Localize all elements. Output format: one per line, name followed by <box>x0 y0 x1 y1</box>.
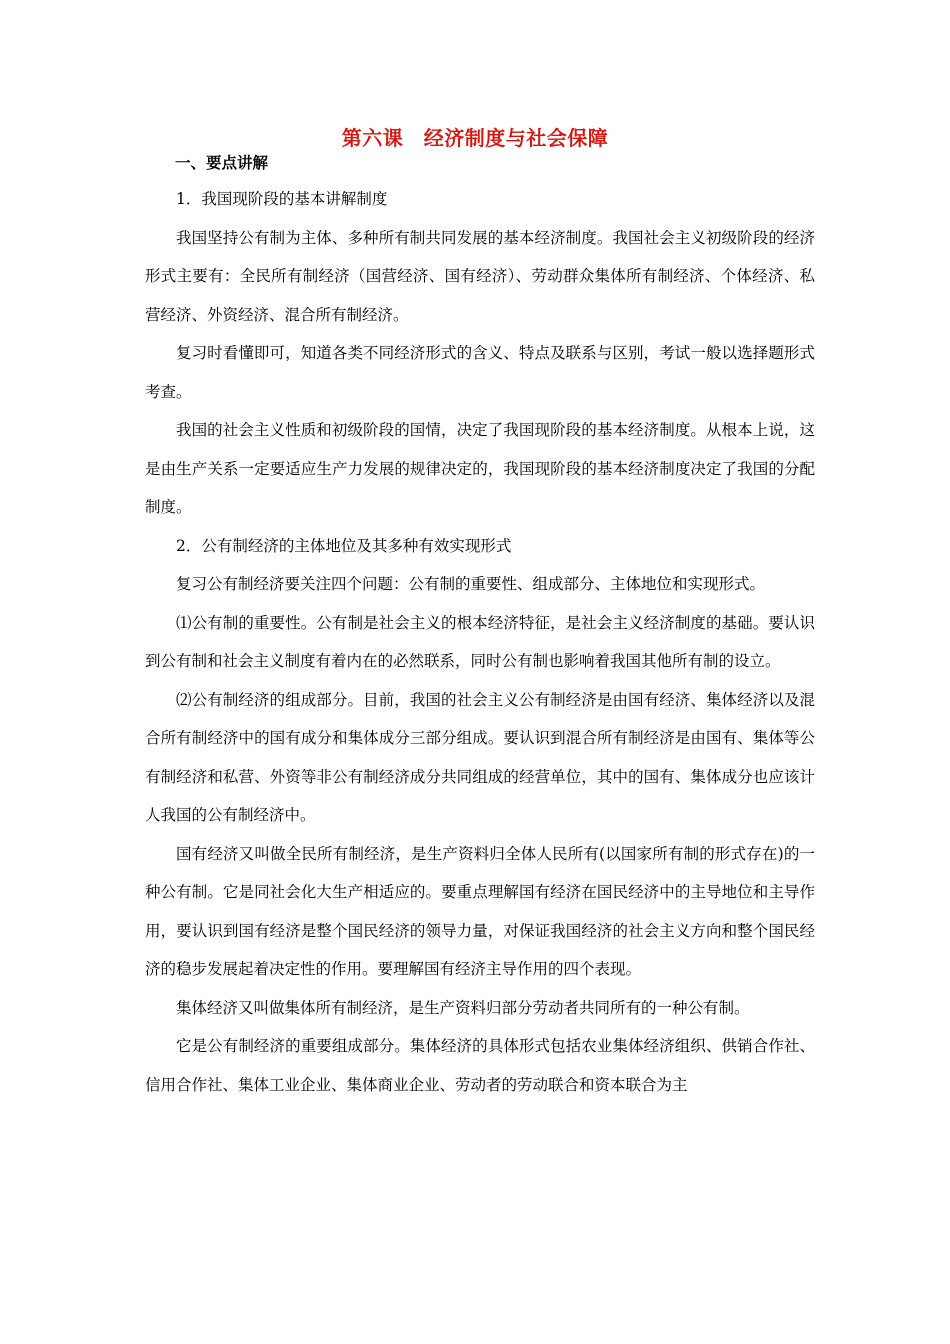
paragraph: 集体经济又叫做集体所有制经济，是生产资料归部分劳动者共同所有的一种公有制。 <box>176 998 750 1017</box>
subheading-public-ownership: 2．公有制经济的主体地位及其多种有效实现形式 <box>176 536 512 555</box>
section-heading: 一、要点讲解 <box>175 154 269 172</box>
document-title: 第六课 经济制度与社会保障 <box>341 126 609 150</box>
paragraph: 我国的社会主义性质和初级阶段的国情，决定了我国现阶段的基本经济制度。从根本上说，这是由生产关系一定要适应生产力发展的规律决定的，我国现阶段的基本经济制度决定了我国的分配制度。 <box>145 421 815 516</box>
paragraph: 它是公有制经济的重要组成部分。集体经济的具体形式包括农业集体经济组织、供销合作社、信用合作社、集体工业企业、集体商业企业、劳动者的劳动联合和资本联合为主 <box>145 1037 815 1094</box>
paragraph: 我国坚持公有制为主体、多种所有制共同发展的基本经济制度。我国社会主义初级阶段的经济形式主要有：全民所有制经济（国营经济、国有经济）、劳动群众集体所有制经济、个体经济、私营经济、外资经济、混合所有制经济。 <box>145 228 815 324</box>
subheading-basic-system: 1．我国现阶段的基本讲解制度 <box>176 190 388 208</box>
paragraph: ⑴公有制的重要性。公有制是社会主义的根本经济特征，是社会主义经济制度的基础。要认识到公有制和社会主义制度有着内在的必然联系，同时公有制也影响着我国其他所有制的设立。 <box>145 613 815 670</box>
paragraph: 复习时看懂即可，知道各类不同经济形式的含义、特点及联系与区别，考试一般以选择题形式考查。 <box>145 344 815 401</box>
paragraph: 复习公有制经济要关注四个问题：公有制的重要性、组成部分、主体地位和实现形式。 <box>176 575 766 593</box>
document-body <box>145 152 815 1104</box>
paragraph: 国有经济又叫做全民所有制经济，是生产资料归全体人民所有(以国家所有制的形式存在)的一种公有制。它是同社会化大生产相适应的。要重点理解国有经济在国民经济中的主导地位和主导作用，要认识到国有经济是整个国民经济的领导力量，对保证我国经济的社会主义方向和整个国民经济的稳步发展起着决定性的作用。要理解国有经济主导作用的四个表现。 <box>145 844 815 978</box>
paragraph: ⑵公有制经济的组成部分。目前，我国的社会主义公有制经济是由国有经济、集体经济以及混合所有制经济中的国有成分和集体成分三部分组成。要认识到混合所有制经济是由国有、集体等公有制经济和私营、外资等非公有制经济成分共同组成的经营单位，其中的国有、集体成分也应该计人我国的公有制经济中。 <box>145 690 815 824</box>
